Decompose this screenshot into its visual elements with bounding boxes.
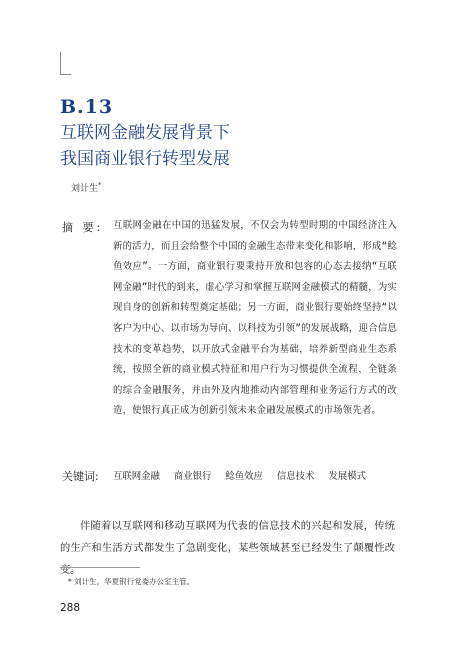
footnote-marker: * xyxy=(68,577,72,586)
footnote-text: 刘计生，华夏银行党委办公室主管。 xyxy=(74,577,195,586)
keyword-item: 商业银行 xyxy=(173,471,212,482)
keywords-list xyxy=(113,468,366,482)
footnote-divider xyxy=(60,567,140,568)
keyword-item: 信息技术 xyxy=(276,471,315,482)
keyword-item: 鲶鱼效应 xyxy=(225,471,263,482)
footnote xyxy=(68,576,194,587)
body-paragraph: 伴随着以互联网和移动互联网为代表的信息技术的兴起和发展，传统的生产和生活方式都发生了急剧变化，某些领域甚至已经发生了颠覆性改变。 xyxy=(60,521,395,576)
title-line-1: 互联网金融发展背景下 xyxy=(60,123,230,143)
chapter-number: B.13 xyxy=(60,96,114,118)
author-name: 刘计生 xyxy=(71,184,99,194)
keywords-label: 关键词: xyxy=(62,470,99,483)
abstract-text: 互联网金融在中国的迅猛发展，不仅会为转型时期的中国经济注入新的活力，而且会给整个中国的金融生态带来变化和影响，形成“鲶鱼效应”。一方面，商业银行要秉持开放和包容的心态去接纳“互联网金融”时代的到来，虚心学习和掌握互联网金融模式的精髓，为实现自身的创新和转型奠定基础；另一方面，商业银行要始终坚持“以客户为中心、以市场为导向、以科技为引领”的发展战略，迎合信息技术的变革趋势，以开放式金融平台为基础，培养新型商业生态系统，按照全新的商业模式特征和用户行为习惯提供全流程、全链条的综合金融服务，并由外及内地推动内部管理和业务运行方式的改造，使银行真正成为创新引领未来金融发展模式的市场领先者。 xyxy=(113,220,397,417)
author-footnote-mark: * xyxy=(98,181,102,189)
keyword-item: 发展模式 xyxy=(328,471,366,482)
author-line xyxy=(71,181,102,194)
abstract-label: 摘 要: xyxy=(62,221,104,234)
chapter-title xyxy=(60,120,230,172)
page-number: 288 xyxy=(60,602,81,614)
corner-decoration xyxy=(60,52,71,75)
title-line-2: 我国商业银行转型发展 xyxy=(60,149,230,169)
keyword-item: 互联网金融 xyxy=(113,471,160,482)
